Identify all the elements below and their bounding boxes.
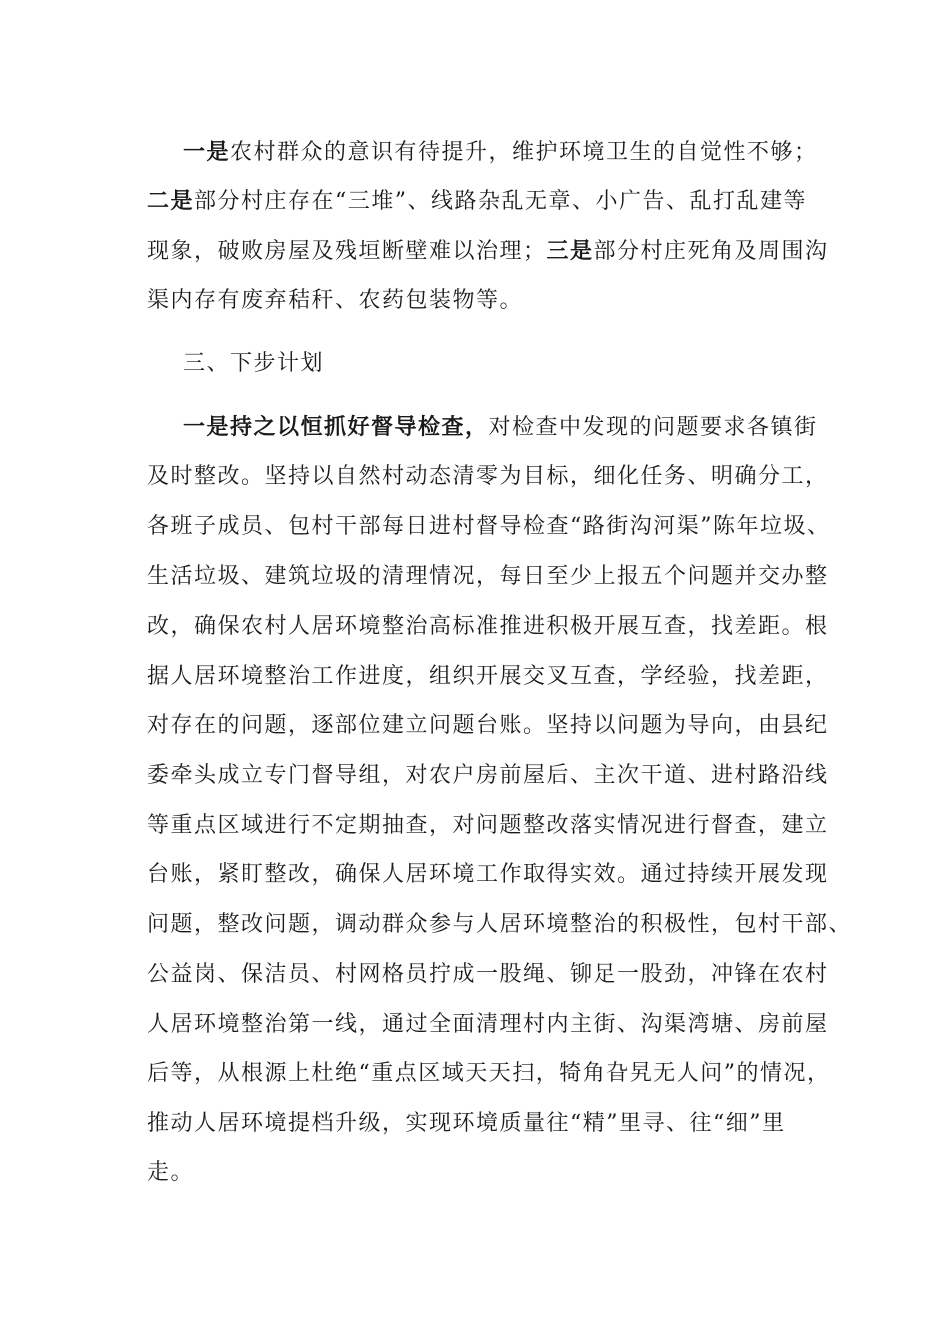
paragraph-line: 及时整改。坚持以自然村动态清零为目标，细化任务、明确分工， <box>147 464 829 489</box>
emphasis-text: 二是 <box>147 188 195 214</box>
section-heading: 三、下步计划 <box>183 351 325 376</box>
paragraph-line: 公益岗、保洁员、村网格员拧成一股绳、铆足一股劲，冲锋在农村 <box>147 962 829 987</box>
paragraph-line: 台账，紧盯整改，确保人居环境工作取得实效。通过持续开展发现 <box>147 862 829 887</box>
body-text: 对检查中发现的问题要求各镇街 <box>488 415 818 440</box>
paragraph-line: 推动人居环境提档升级，实现环境质量往“精”里寻、往“细”里 <box>147 1111 786 1136</box>
paragraph-line <box>147 186 807 217</box>
emphasis-text: 一是持之以恒抓好督导检查， <box>183 414 489 440</box>
emphasis-text: 一是 <box>183 139 231 165</box>
paragraph-line: 走。 <box>147 1160 195 1185</box>
paragraph-line: 生活垃圾、建筑垃圾的清理情况，每日至少上报五个问题并交办整 <box>147 564 829 589</box>
paragraph-line: 委牵头成立专门督导组，对农户房前屋后、主次干道、进村路沿线 <box>147 763 829 788</box>
paragraph-line: 据人居环境整治工作进度，组织开展交叉互查，学经验，找差距， <box>147 664 829 689</box>
body-text: 部分村庄存在“三堆”、线路杂乱无章、小广告、乱打乱建等 <box>194 189 808 214</box>
paragraph-line: 后等，从根源上杜绝“重点区域天天扫，犄角旮旯无人问”的情况， <box>147 1061 831 1086</box>
body-text: 渠内存有废弃秸秆、农药包装物等。 <box>147 288 524 313</box>
emphasis-text: 三是 <box>546 238 594 264</box>
paragraph-line <box>183 137 818 168</box>
paragraph-line: 人居环境整治第一线，通过全面清理村内主街、沟渠湾塘、房前屋 <box>147 1012 829 1037</box>
paragraph-line <box>147 286 523 316</box>
paragraph-line <box>147 236 829 267</box>
body-text: 现象，破败房屋及残垣断壁难以治理； <box>147 239 547 264</box>
paragraph-line: 改，确保农村人居环境整治高标准推进积极开展互查，找差距。根 <box>147 614 829 639</box>
body-text: 农村群众的意识有待提升，维护环境卫生的自觉性不够； <box>230 140 818 165</box>
paragraph-line: 问题，整改问题，调动群众参与人居环境整治的积极性，包村干部、 <box>147 912 853 937</box>
paragraph-line <box>183 412 818 443</box>
body-text: 部分村庄死角及周围沟 <box>593 239 829 264</box>
paragraph-line: 各班子成员、包村干部每日进村督导检查“路街沟河渠”陈年垃圾、 <box>147 514 831 539</box>
paragraph-line: 等重点区域进行不定期抽查，对问题整改落实情况进行督查，建立 <box>147 813 829 838</box>
paragraph-line: 对存在的问题，逐部位建立问题台账。坚持以问题为导向，由县纪 <box>147 713 829 738</box>
